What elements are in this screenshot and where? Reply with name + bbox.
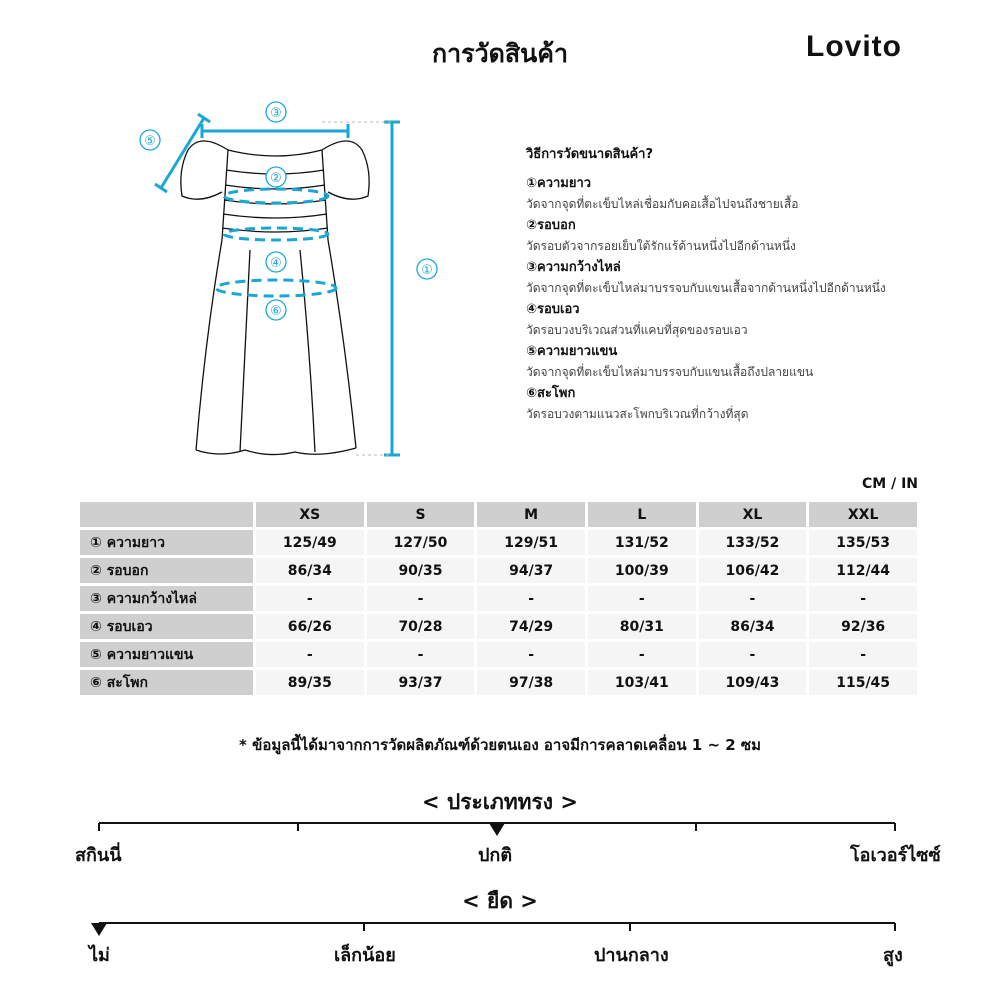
table-cell: - xyxy=(256,642,364,667)
stretch-label-slight: เล็กน้อย xyxy=(334,945,396,966)
size-header: M xyxy=(477,502,585,527)
table-cell: - xyxy=(256,586,364,611)
table-header-row xyxy=(80,502,917,527)
table-cell: 112/44 xyxy=(809,558,917,583)
table-cell: - xyxy=(367,642,475,667)
row-label: ⑥ สะโพก xyxy=(80,670,253,695)
fit-label-oversize: โอเวอร์ไซซ์ xyxy=(850,845,941,866)
step-name: ⑤ความยาวแขน xyxy=(526,344,618,359)
step-desc: วัดจากจุดที่ตะเข็บไหล่มาบรรจบกับแขนเสื้อจากด้านหนึ่งไปอีกด้านหนึ่ง xyxy=(526,281,886,295)
stretch-scale-line xyxy=(99,923,895,931)
row-label: ② รอบอก xyxy=(80,558,253,583)
step-desc: วัดรอบวงตามแนวสะโพกบริเวณที่กว้างที่สุด xyxy=(526,407,749,421)
marker-3: ③ xyxy=(270,106,282,121)
table-cell: 89/35 xyxy=(256,670,364,695)
stretch-label-none: ไม่ xyxy=(89,945,110,966)
marker-1: ① xyxy=(421,263,433,278)
step-desc: วัดจากจุดที่ตะเข็บไหล่มาบรรจบกับแขนเสื้อถึงปลายแขน xyxy=(526,365,814,379)
table-cell: 109/43 xyxy=(699,670,807,695)
marker-5: ⑤ xyxy=(144,134,156,149)
table-cell: 115/45 xyxy=(809,670,917,695)
size-chart-table xyxy=(77,499,920,698)
table-cell: 80/31 xyxy=(588,614,696,639)
table-cell: 86/34 xyxy=(699,614,807,639)
table-cell: 86/34 xyxy=(256,558,364,583)
dress-measurement-diagram xyxy=(120,95,460,465)
table-cell: 135/53 xyxy=(809,530,917,555)
table-cell: 129/51 xyxy=(477,530,585,555)
instruction-step xyxy=(526,383,946,425)
marker-2: ② xyxy=(270,171,282,186)
size-header: L xyxy=(588,502,696,527)
table-cell: - xyxy=(477,586,585,611)
fit-scale-title: < ประเภททรง > xyxy=(422,790,578,814)
stretch-label-medium: ปานกลาง xyxy=(594,945,669,966)
table-cell: 125/49 xyxy=(256,530,364,555)
step-name: ②รอบอก xyxy=(526,218,576,233)
stretch-label-high: สูง xyxy=(883,945,903,966)
table-cell: 94/37 xyxy=(477,558,585,583)
step-desc: วัดรอบวงบริเวณส่วนที่แคบที่สุดของรอบเอว xyxy=(526,323,748,337)
guide-lines xyxy=(322,122,392,455)
instruction-step xyxy=(526,299,946,341)
marker-6: ⑥ xyxy=(270,304,282,319)
fit-scale-line xyxy=(99,823,895,831)
table-cell: 97/38 xyxy=(477,670,585,695)
table-corner-cell xyxy=(80,502,253,527)
row-label: ④ รอบเอว xyxy=(80,614,253,639)
stretch-selected-marker-icon xyxy=(91,923,107,936)
size-header: XS xyxy=(256,502,364,527)
table-cell: 133/52 xyxy=(699,530,807,555)
stretch-scale-title: < ยืด > xyxy=(462,889,538,913)
table-cell: 127/50 xyxy=(367,530,475,555)
table-cell: 74/29 xyxy=(477,614,585,639)
measure-lines xyxy=(155,114,400,455)
table-row xyxy=(80,558,917,583)
table-cell: 66/26 xyxy=(256,614,364,639)
table-row xyxy=(80,530,917,555)
table-cell: - xyxy=(588,586,696,611)
step-name: ⑥สะโพก xyxy=(526,386,576,401)
table-cell: 92/36 xyxy=(809,614,917,639)
row-label: ③ ความกว้างไหล่ xyxy=(80,586,253,611)
instruction-step xyxy=(526,215,946,257)
table-row xyxy=(80,586,917,611)
step-name: ④รอบเอว xyxy=(526,302,580,317)
instruction-step xyxy=(526,341,946,383)
table-cell: - xyxy=(367,586,475,611)
table-row xyxy=(80,670,917,695)
dress-outline xyxy=(181,141,369,455)
table-cell: 131/52 xyxy=(588,530,696,555)
table-cell: - xyxy=(699,586,807,611)
brand-logo: Lovito xyxy=(806,30,902,63)
table-cell: 90/35 xyxy=(367,558,475,583)
table-cell: 70/28 xyxy=(367,614,475,639)
marker-labels xyxy=(144,106,433,319)
measurement-note: * ข้อมูลนี้ได้มาจากการวัดผลิตภัณฑ์ด้วยตนเอง อาจมีการคลาดเคลื่อน 1 ~ 2 ซม xyxy=(239,736,761,754)
instruction-step xyxy=(526,257,946,299)
table-cell: - xyxy=(588,642,696,667)
table-cell: 106/42 xyxy=(699,558,807,583)
step-name: ③ความกว้างไหล่ xyxy=(526,260,621,275)
table-row xyxy=(80,614,917,639)
table-cell: 93/37 xyxy=(367,670,475,695)
step-name: ①ความยาว xyxy=(526,176,592,191)
table-cell: - xyxy=(809,642,917,667)
step-desc: วัดจากจุดที่ตะเข็บไหล่เชื่อมกับคอเสื้อไปจนถึงชายเสื้อ xyxy=(526,197,799,211)
size-header: XXL xyxy=(809,502,917,527)
marker-4: ④ xyxy=(270,256,282,271)
fit-label-regular: ปกติ xyxy=(478,845,513,866)
table-cell: 100/39 xyxy=(588,558,696,583)
row-label: ⑤ ความยาวแขน xyxy=(80,642,253,667)
step-desc: วัดรอบตัวจากรอยเย็บใต้รักแร้ด้านหนึ่งไปอีกด้านหนึ่ง xyxy=(526,239,796,253)
instruction-step xyxy=(526,173,946,215)
table-row xyxy=(80,642,917,667)
row-label: ① ความยาว xyxy=(80,530,253,555)
size-header: XL xyxy=(699,502,807,527)
unit-label: CM / IN xyxy=(862,476,918,492)
table-cell: - xyxy=(477,642,585,667)
table-cell: 103/41 xyxy=(588,670,696,695)
size-header: S xyxy=(367,502,475,527)
measure-instructions xyxy=(526,144,946,425)
table-cell: - xyxy=(699,642,807,667)
page-title: การวัดสินค้า xyxy=(432,39,568,68)
instructions-heading: วิธีการวัดขนาดสินค้า? xyxy=(526,147,654,162)
fit-label-skinny: สกินนี่ xyxy=(75,845,122,866)
fit-selected-marker-icon xyxy=(489,823,505,836)
table-cell: - xyxy=(809,586,917,611)
